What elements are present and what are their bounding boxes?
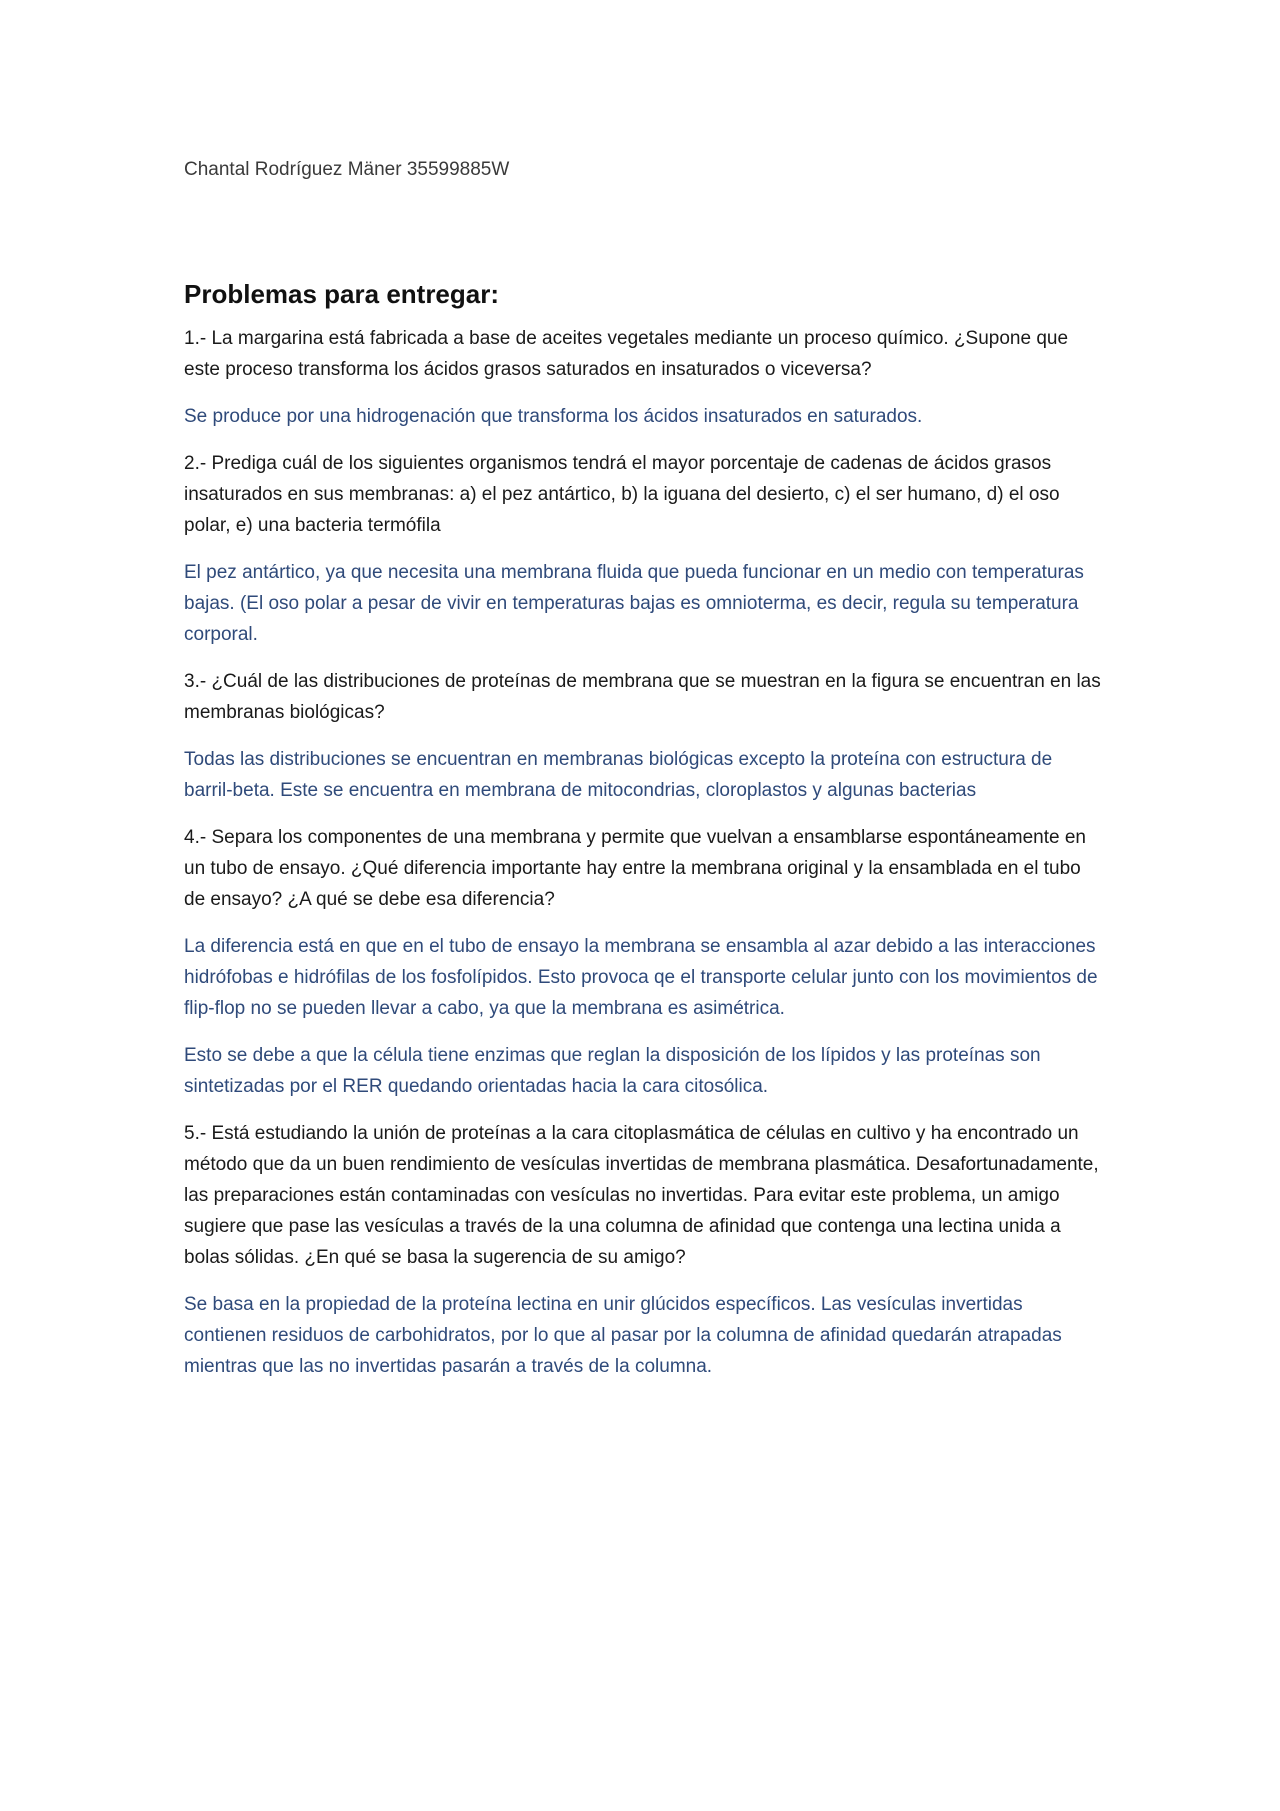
question-2: 2.- Prediga cuál de los siguientes organismos tendrá el mayor porcentaje de cadenas de ácidos grasos insaturados en sus membranas: a) el pez antártico, b) la iguana del desierto, c) el ser humano, d) el oso polar, e) una bacteria termófila	[184, 453, 1060, 536]
answer-5: Se basa en la propiedad de la proteína lectina en unir glúcidos específicos. Las vesículas invertidas contienen residuos de carbohidratos, por lo que al pasar por la columna de afinidad quedarán atrapadas mientras que las no invertidas pasarán a través de la columna.	[184, 1294, 1062, 1377]
page-title: Problemas para entregar:	[184, 279, 500, 309]
question-5: 5.- Está estudiando la unión de proteínas a la cara citoplasmática de células en cultivo y ha encontrado un método que da un buen rendimiento de vesículas invertidas de membrana plasmática. Desafortunadamente, las preparaciones están contaminadas con vesículas no invertidas. Para evitar este problema, un amigo sugiere que pase las vesículas a través de la una columna de afinidad que contenga una lectina unida a bolas sólidas. ¿En qué se basa la sugerencia de su amigo?	[184, 1123, 1099, 1268]
answer-4b: Esto se debe a que la célula tiene enzimas que reglan la disposición de los lípidos y las proteínas son sintetizadas por el RER quedando orientadas hacia la cara citosólica.	[184, 1045, 1041, 1097]
document-content	[184, 154, 1104, 1398]
question-1: 1.- La margarina está fabricada a base de aceites vegetales mediante un proceso químico. ¿Supone que este proceso transforma los ácidos grasos saturados en insaturados o viceversa?	[184, 328, 1069, 380]
question-3: 3.- ¿Cuál de las distribuciones de proteínas de membrana que se muestran en la figura se encuentran en las membranas biológicas?	[184, 671, 1101, 723]
answer-4a: La diferencia está en que en el tubo de ensayo la membrana se ensambla al azar debido a las interacciones hidrófobas e hidrófilas de los fosfolípidos. Esto provoca qe el transporte celular junto con los movimientos de flip-flop no se pueden llevar a cabo, ya que la membrana es asimétrica.	[184, 936, 1098, 1019]
author-line: Chantal Rodríguez Mäner 35599885W	[184, 159, 510, 180]
answer-3: Todas las distribuciones se encuentran en membranas biológicas excepto la proteína con estructura de barril-beta. Este se encuentra en membrana de mitocondrias, cloroplastos y algunas bacterias	[184, 749, 1053, 801]
answer-1: Se produce por una hidrogenación que transforma los ácidos insaturados en saturados.	[184, 406, 923, 427]
answer-2: El pez antártico, ya que necesita una membrana fluida que pueda funcionar en un medio con temperaturas bajas. (El oso polar a pesar de vivir en temperaturas bajas es omnioterma, es decir, regula su temperatura corporal.	[184, 562, 1084, 645]
question-4: 4.- Separa los componentes de una membrana y permite que vuelvan a ensamblarse espontáneamente en un tubo de ensayo. ¿Qué diferencia importante hay entre la membrana original y la ensamblada en el tubo de ensayo? ¿A qué se debe esa diferencia?	[184, 827, 1086, 910]
